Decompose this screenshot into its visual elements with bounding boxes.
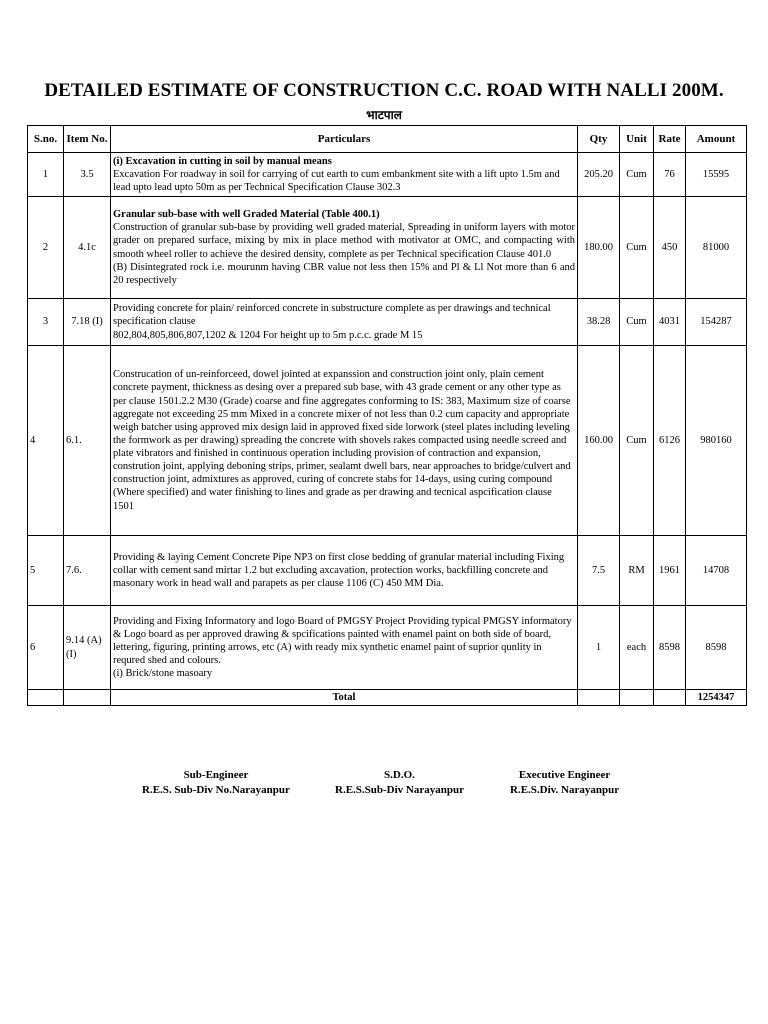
- col-header-qty: Qty: [578, 126, 620, 153]
- col-header-unit: Unit: [620, 126, 654, 153]
- row-sno: 6: [28, 606, 64, 690]
- total-empty-cell: [578, 690, 620, 706]
- row-item-no: 3.5: [64, 153, 111, 197]
- total-amount: 1254347: [686, 690, 747, 706]
- row-description: (i) Brick/stone masoary: [113, 668, 213, 680]
- total-empty-cell: [28, 690, 64, 706]
- signature-sdo: [335, 768, 464, 798]
- total-empty-cell: [654, 690, 686, 706]
- row-item-no: 6.1.: [64, 346, 111, 536]
- row-sno: 4: [28, 346, 64, 536]
- col-header-sno: S.no.: [28, 126, 64, 153]
- row-particulars: [111, 606, 578, 690]
- signature-office: R.E.S.Div. Narayanpur: [510, 784, 620, 796]
- row-particulars: [111, 153, 578, 197]
- table-row: [28, 197, 747, 299]
- row-amount: 154287: [686, 299, 747, 346]
- document-title: DETAILED ESTIMATE OF CONSTRUCTION C.C. ROAD WITH NALLI 200M.: [44, 80, 724, 101]
- col-header-amount: Amount: [686, 126, 747, 153]
- col-header-particulars: Particulars: [111, 126, 578, 153]
- row-qty: 7.5: [578, 536, 620, 606]
- row-item-no: 7.6.: [64, 536, 111, 606]
- table-row: [28, 606, 747, 690]
- row-item-no: 7.18 (I): [64, 299, 111, 346]
- row-description: (B) Disintegrated rock i.e. mourunm having CBR value not less then 15% and Pl & Ll Not more than 6 and 20 respectively: [113, 261, 575, 286]
- row-unit: Cum: [620, 346, 654, 536]
- row-qty: 160.00: [578, 346, 620, 536]
- row-rate: 4031: [654, 299, 686, 346]
- row-rate: 76: [654, 153, 686, 197]
- row-amount: 81000: [686, 197, 747, 299]
- row-heading: (i) Excavation in cutting in soil by manual means: [113, 155, 332, 167]
- total-row: [28, 690, 747, 706]
- table-row: [28, 299, 747, 346]
- total-label: Total: [111, 690, 578, 706]
- signature-block: [0, 768, 768, 808]
- row-qty: 180.00: [578, 197, 620, 299]
- signature-title: Executive Engineer: [518, 769, 611, 781]
- row-amount: 15595: [686, 153, 747, 197]
- row-particulars: [111, 536, 578, 606]
- row-sno: 3: [28, 299, 64, 346]
- row-unit: each: [620, 606, 654, 690]
- row-rate: 8598: [654, 606, 686, 690]
- row-particulars: [111, 299, 578, 346]
- row-amount: 14708: [686, 536, 747, 606]
- row-amount: 8598: [686, 606, 747, 690]
- row-description: Providing & laying Cement Concrete Pipe NP3 on first close bedding of granular material including Fixing collar with cement sand mirtar 1.2 but excluding axcavation, protection works, backfilling concrete and masonary work in head wall and parapets as per clause 1106 (C) 450 MM Dia.: [113, 551, 565, 590]
- row-qty: 38.28: [578, 299, 620, 346]
- row-sno: 1: [28, 153, 64, 197]
- row-unit: Cum: [620, 299, 654, 346]
- row-description: Construction of granular sub-base by providing well graded material, Spreading in uniform layers with motor grader on prepared surface, mixing by mix in place method with motivator at OMC, and compacting with smooth wheel roller to achieve the desired density, complete as per Technical specification Clause 401.0: [113, 222, 575, 260]
- row-qty: 1: [578, 606, 620, 690]
- total-empty-cell: [64, 690, 111, 706]
- row-unit: RM: [620, 536, 654, 606]
- row-rate: 450: [654, 197, 686, 299]
- row-description: Providing concrete for plain/ reinforced concrete in substructure complete as per drawings and technical specification clause: [113, 303, 551, 328]
- row-particulars: [111, 346, 578, 536]
- col-header-item-no: Item No.: [64, 126, 111, 153]
- signature-sub-engineer: [142, 768, 290, 798]
- total-empty-cell: [620, 690, 654, 706]
- row-heading: Granular sub-base with well Graded Material (Table 400.1): [113, 209, 380, 221]
- document-subtitle: भाटपाल: [366, 108, 402, 122]
- row-description: Providing and Fixing Informatory and logo Board of PMGSY Project Providing typical PMGSY informatory & Logo board as per approved drawing & spcifications painted with enamel paint on both side of board, lettering, figuring, printing arrows, etc (A) with ready mix synthetic enamel paint of suprior qunlity in requred shed and colours.: [113, 615, 572, 667]
- row-description: Excavation For roadway in soil for carrying of cut earth to cum embankment site with a lift upto 1.5m and lead upto lead upto 50m as per Technical Specification Clause 302.3: [113, 168, 560, 194]
- signature-title: S.D.O.: [384, 769, 415, 781]
- estimate-table: [27, 125, 747, 706]
- row-description: Construcation of un-reinforceed, dowel jointed at expanssion and construction joint only, plain cement concrete payment, thickness as desing over a prepared sub base, with 43 grade cement or any other type as per clause 1501.2.2 M30 (Grade) coarse and fine aggregates conforming to IS: 383, Maximum size of coarse aggregate not exceeding 25 mm Mixed in a concrete mixer of not less than 0.2 cum capacity and appropriate weigh batcher using approved mix design laid in approved fixed side lorwork (steel plates including leveling the formwork as per drawing) spreading the concrete with shovels rakes compacted using needle screed and plate vibrators and finished in continuous operation including provision of contraction and expansion, constrution joint, applying deboning strips, primer, sealamt dwell bars, near approaches to bridge/culvert and construction joint, admixtures as approved, curing of concrete stabs for 14-days, using curing compound (Where specified) and water finishing to lines and grade as per drawing and tecnical aspcification clause 1501: [113, 369, 571, 512]
- table-row: [28, 153, 747, 197]
- row-amount: 980160: [686, 346, 747, 536]
- table-row: [28, 536, 747, 606]
- signature-title: Sub-Engineer: [183, 769, 249, 781]
- row-unit: Cum: [620, 153, 654, 197]
- row-sno: 2: [28, 197, 64, 299]
- col-header-rate: Rate: [654, 126, 686, 153]
- signature-executive-engineer: [510, 768, 619, 798]
- row-rate: 6126: [654, 346, 686, 536]
- signature-office: R.E.S.Sub-Div Narayanpur: [335, 784, 464, 796]
- row-particulars: [111, 197, 578, 299]
- row-sno: 5: [28, 536, 64, 606]
- row-rate: 1961: [654, 536, 686, 606]
- table-header-row: [28, 126, 747, 153]
- row-item-no: 9.14 (A) (I): [64, 606, 111, 690]
- row-description: 802,804,805,806,807,1202 & 1204 For height up to 5m p.c.c. grade M 15: [113, 329, 423, 341]
- row-qty: 205.20: [578, 153, 620, 197]
- signature-office: R.E.S. Sub-Div No.Narayanpur: [142, 784, 290, 796]
- table-row: [28, 346, 747, 536]
- row-item-no: 4.1c: [64, 197, 111, 299]
- row-unit: Cum: [620, 197, 654, 299]
